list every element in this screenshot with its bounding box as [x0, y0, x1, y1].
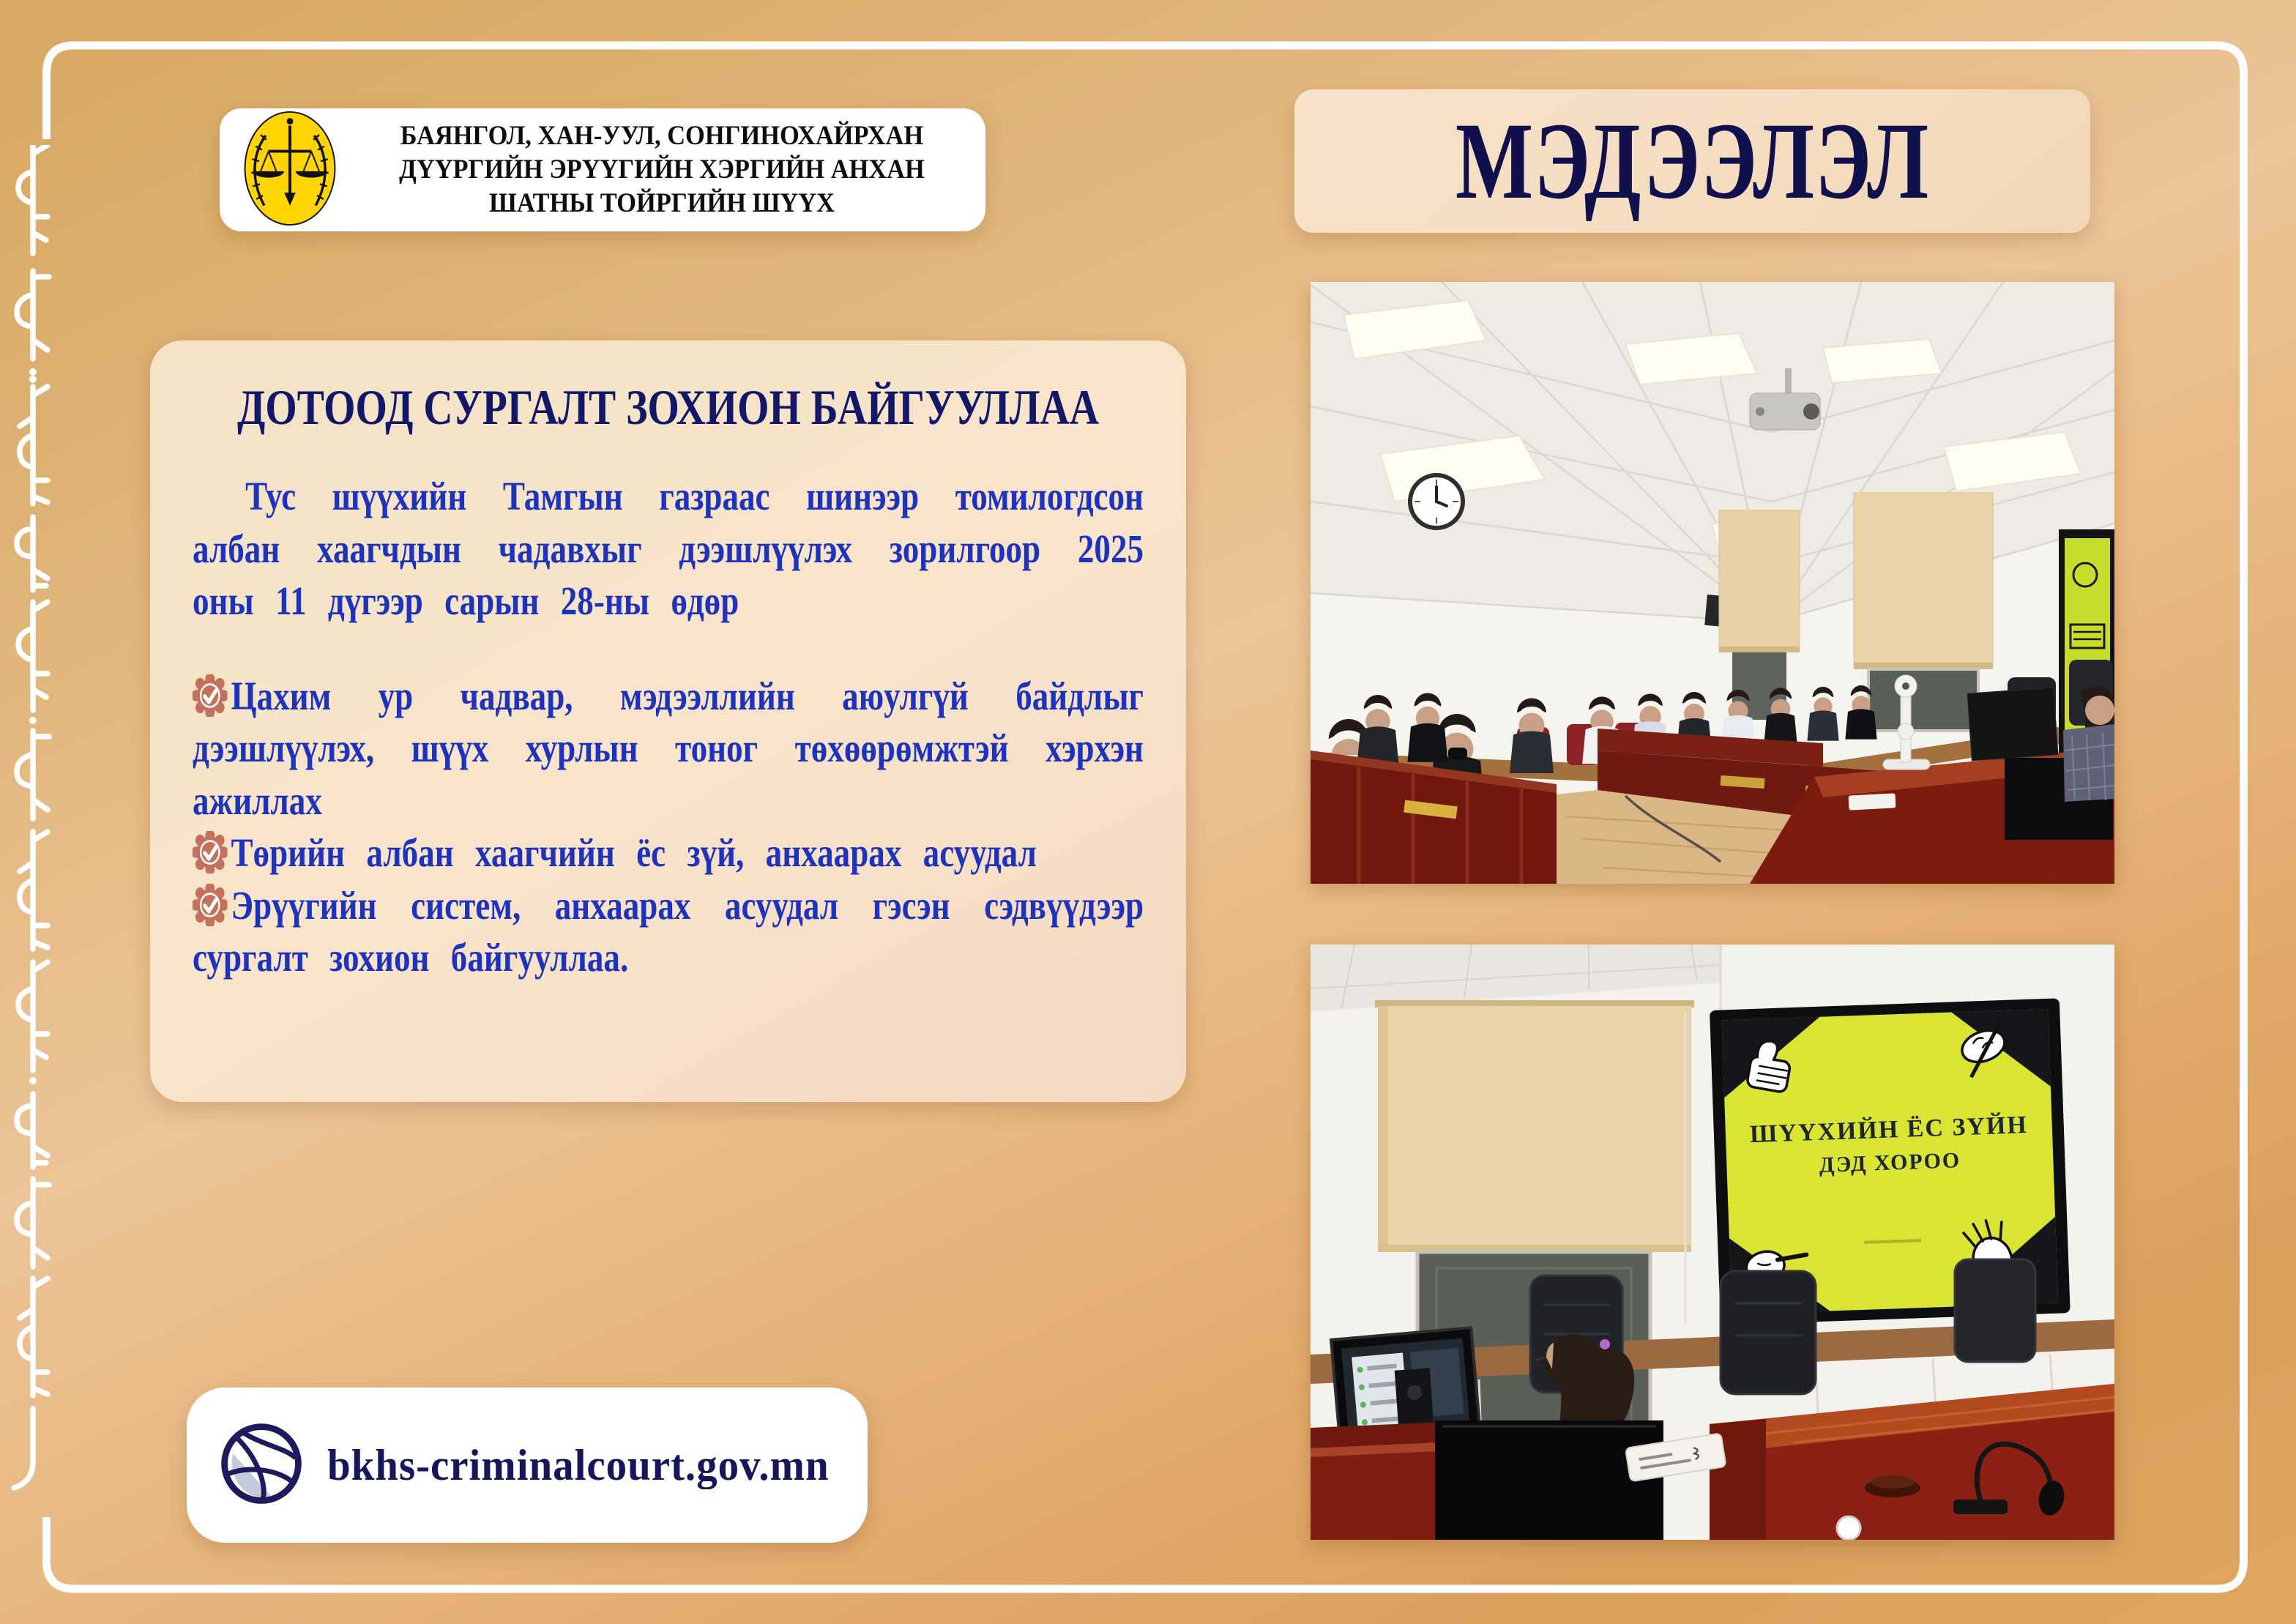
bullet-item-3: [193, 879, 1144, 984]
globe-icon: [215, 1417, 308, 1514]
wall-clock: [1410, 475, 1463, 528]
cup: [1837, 1516, 1860, 1540]
website-pill: [187, 1388, 868, 1543]
court-name-line1: БАЯНГОЛ, ХАН-УУЛ, СОНГИНОХАЙРХАН: [400, 121, 924, 152]
court-name-line3: ШАТНЫ ТОЙРГИЙН ШҮҮХ: [489, 187, 835, 218]
bullet-text: Төрийн албан хаагчийн ёс зүй, анхаарах асуудал: [231, 830, 1037, 875]
article-card: [150, 340, 1186, 1102]
window: [1868, 669, 1978, 731]
court-name-line2: ДҮҮРГИЙН ЭРҮҮГИЙН ХЭРГИЙН АНХАН: [399, 154, 925, 185]
website-url: bkhs-criminalcourt.gov.mn: [327, 1440, 830, 1489]
check-seal-icon: [193, 884, 228, 926]
check-seal-icon: [193, 674, 228, 717]
monitor-back: [1435, 1420, 1663, 1540]
bullet-text: Эрүүгийн систем, анхаарах асуудал гэсэн сэдвүүдээр сургалт зохион байгууллаа.: [193, 882, 1144, 980]
page-title: МЭДЭЭЛЭЛ: [1455, 100, 1930, 222]
scales-of-justice-icon: [242, 110, 338, 231]
slide-title-line2: ДЭД ХОРОО: [1819, 1148, 1961, 1177]
article-intro: Тус шүүхийн Тамгын газраас шинээр томилогдсон албан хаагчдын чадавхыг дээшлүүлэх зорилгоор 2025 оны 11 дүгээр сарын 28-ны өдөр: [193, 474, 1144, 623]
info-banner-card: [1294, 89, 2090, 233]
bullet-item-1: [193, 670, 1144, 827]
roller-blinds: [1719, 493, 1993, 669]
courtroom-photo-top: [1311, 282, 2114, 884]
article-heading: ДОТООД СУРГАЛТ ЗОХИОН БАЙГУУЛЛАА: [236, 379, 1100, 435]
slide-title-line1: ШҮҮХИЙН ЁС ЗҮЙН: [1749, 1111, 2029, 1149]
courtroom-photo-bottom: [1311, 945, 2114, 1540]
traditional-mongolian-script-decoration: [4, 145, 62, 1510]
bullet-item-2: [193, 827, 1144, 879]
bullet-text: Цахим ур чадвар, мэдээллийн аюулгүй байдлыг дээшлүүлэх, шүүх хурлын тоног төхөөрөмжтэй хэрхэн ажиллах: [193, 673, 1144, 823]
court-header-card: [220, 108, 985, 231]
court-name: [361, 119, 963, 220]
check-seal-icon: [193, 831, 228, 874]
